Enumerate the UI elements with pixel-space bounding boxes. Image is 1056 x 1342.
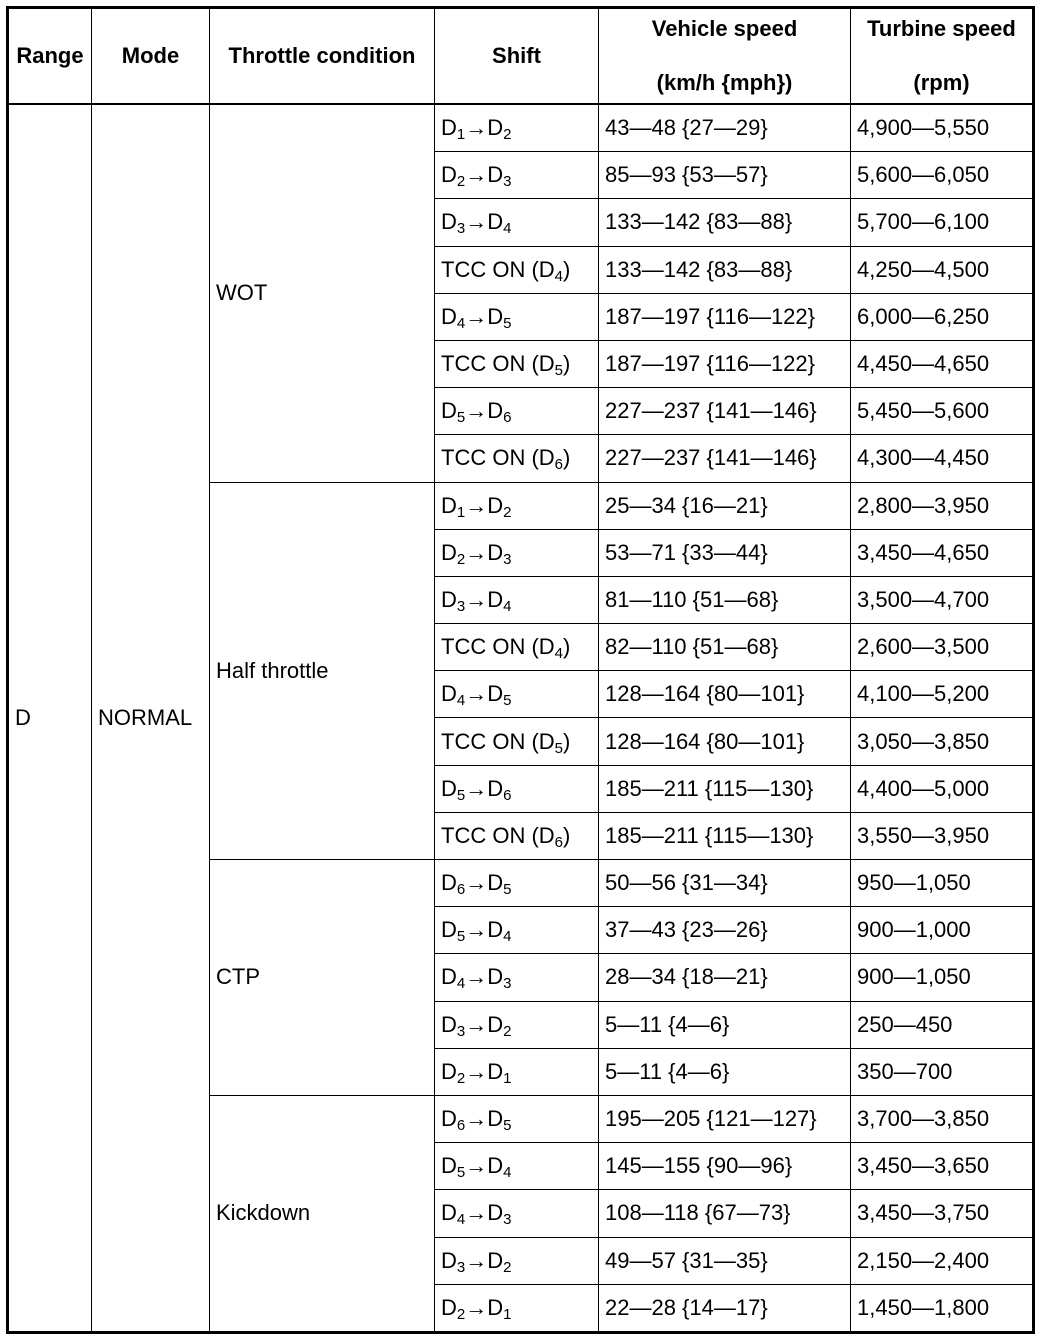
- shift-cell: TCC ON $(D_6)$: [435, 812, 599, 859]
- turbine-speed-cell: 3,700—3,850: [851, 1095, 1034, 1142]
- vehicle-speed-cell: 49—57 {31—35}: [599, 1237, 851, 1284]
- shift-cell: $D_3\to D_4$: [435, 199, 599, 246]
- shift-cell: $D_2\to D_1$: [435, 1048, 599, 1095]
- vehicle-speed-cell: 133—142 {83—88}: [599, 246, 851, 293]
- vehicle-speed-cell: 5—11 {4—6}: [599, 1001, 851, 1048]
- shift-cell: $D_1\to D_2$: [435, 104, 599, 152]
- shift-cell: $D_1\to D_2$: [435, 482, 599, 529]
- throttle-condition-cell: WOT: [210, 104, 435, 482]
- shift-cell: $D_6\to D_5$: [435, 860, 599, 907]
- turbine-speed-cell: 4,100—5,200: [851, 671, 1034, 718]
- header-shift: Shift: [435, 8, 599, 105]
- shift-cell: $D_2\to D_3$: [435, 529, 599, 576]
- turbine-speed-cell: 900—1,050: [851, 954, 1034, 1001]
- turbine-speed-cell: 3,500—4,700: [851, 576, 1034, 623]
- turbine-speed-cell: 350—700: [851, 1048, 1034, 1095]
- shift-cell: $D_4\to D_3$: [435, 1190, 599, 1237]
- vehicle-speed-cell: 108—118 {67—73}: [599, 1190, 851, 1237]
- vehicle-speed-cell: 43—48 {27—29}: [599, 104, 851, 152]
- throttle-condition-cell: CTP: [210, 860, 435, 1096]
- shift-cell: $D_4\to D_5$: [435, 293, 599, 340]
- vehicle-speed-cell: 187—197 {116—122}: [599, 293, 851, 340]
- turbine-speed-cell: 1,450—1,800: [851, 1284, 1034, 1332]
- throttle-condition-cell: Kickdown: [210, 1095, 435, 1332]
- turbine-speed-cell: 950—1,050: [851, 860, 1034, 907]
- shift-cell: $D_5\to D_6$: [435, 388, 599, 435]
- vehicle-speed-cell: 22—28 {14—17}: [599, 1284, 851, 1332]
- header-vehicle-speed-unit: (km/h {mph}): [656, 70, 793, 95]
- shift-cell: TCC ON $(D_4)$: [435, 624, 599, 671]
- turbine-speed-cell: 4,300—4,450: [851, 435, 1034, 482]
- vehicle-speed-cell: 128—164 {80—101}: [599, 718, 851, 765]
- turbine-speed-cell: 3,050—3,850: [851, 718, 1034, 765]
- table-body: [8, 104, 1034, 1333]
- vehicle-speed-cell: 128—164 {80—101}: [599, 671, 851, 718]
- vehicle-speed-cell: 85—93 {53—57}: [599, 152, 851, 199]
- turbine-speed-cell: 4,450—4,650: [851, 340, 1034, 387]
- shift-cell: $D_6\to D_5$: [435, 1095, 599, 1142]
- shift-cell: TCC ON $(D_5)$: [435, 340, 599, 387]
- mode-cell: NORMAL: [92, 104, 210, 1333]
- turbine-speed-cell: 4,400—5,000: [851, 765, 1034, 812]
- turbine-speed-cell: 2,150—2,400: [851, 1237, 1034, 1284]
- vehicle-speed-cell: 50—56 {31—34}: [599, 860, 851, 907]
- header-turbine-speed-unit: (rpm): [913, 70, 970, 95]
- shift-cell: TCC ON $(D_4)$: [435, 246, 599, 293]
- shift-cell: $D_3\to D_2$: [435, 1237, 599, 1284]
- header-range: Range: [8, 8, 92, 105]
- turbine-speed-cell: 6,000—6,250: [851, 293, 1034, 340]
- vehicle-speed-cell: 81—110 {51—68}: [599, 576, 851, 623]
- vehicle-speed-cell: 185—211 {115—130}: [599, 812, 851, 859]
- header-throttle-condition: Throttle condition: [210, 8, 435, 105]
- vehicle-speed-cell: 145—155 {90—96}: [599, 1143, 851, 1190]
- shift-cell: $D_2\to D_3$: [435, 152, 599, 199]
- vehicle-speed-cell: 28—34 {18—21}: [599, 954, 851, 1001]
- vehicle-speed-cell: 133—142 {83—88}: [599, 199, 851, 246]
- shift-cell: TCC ON $(D_5)$: [435, 718, 599, 765]
- shift-cell: $D_5\to D_4$: [435, 1143, 599, 1190]
- turbine-speed-cell: 3,450—4,650: [851, 529, 1034, 576]
- header-vehicle-speed-label: Vehicle speed: [651, 16, 798, 41]
- throttle-condition-cell: Half throttle: [210, 482, 435, 860]
- turbine-speed-cell: 5,700—6,100: [851, 199, 1034, 246]
- shift-speed-table: [6, 6, 1035, 1334]
- turbine-speed-cell: 2,800—3,950: [851, 482, 1034, 529]
- turbine-speed-cell: 5,600—6,050: [851, 152, 1034, 199]
- turbine-speed-cell: 900—1,000: [851, 907, 1034, 954]
- shift-cell: $D_3\to D_2$: [435, 1001, 599, 1048]
- shift-cell: $D_5\to D_4$: [435, 907, 599, 954]
- vehicle-speed-cell: 227—237 {141—146}: [599, 435, 851, 482]
- vehicle-speed-cell: 25—34 {16—21}: [599, 482, 851, 529]
- turbine-speed-cell: 250—450: [851, 1001, 1034, 1048]
- vehicle-speed-cell: 185—211 {115—130}: [599, 765, 851, 812]
- turbine-speed-cell: 4,900—5,550: [851, 104, 1034, 152]
- turbine-speed-cell: 4,250—4,500: [851, 246, 1034, 293]
- vehicle-speed-cell: 195—205 {121—127}: [599, 1095, 851, 1142]
- table-row: [8, 104, 1034, 152]
- vehicle-speed-cell: 53—71 {33—44}: [599, 529, 851, 576]
- shift-cell: TCC ON $(D_6)$: [435, 435, 599, 482]
- header-row: [8, 8, 1034, 105]
- turbine-speed-cell: 3,450—3,750: [851, 1190, 1034, 1237]
- turbine-speed-cell: 5,450—5,600: [851, 388, 1034, 435]
- shift-cell: $D_4\to D_3$: [435, 954, 599, 1001]
- shift-cell: $D_3\to D_4$: [435, 576, 599, 623]
- range-cell: D: [8, 104, 92, 1333]
- shift-cell: $D_2\to D_1$: [435, 1284, 599, 1332]
- turbine-speed-cell: 2,600—3,500: [851, 624, 1034, 671]
- vehicle-speed-cell: 187—197 {116—122}: [599, 340, 851, 387]
- vehicle-speed-cell: 82—110 {51—68}: [599, 624, 851, 671]
- shift-cell: $D_5\to D_6$: [435, 765, 599, 812]
- turbine-speed-cell: 3,450—3,650: [851, 1143, 1034, 1190]
- header-turbine-speed: [851, 8, 1034, 105]
- vehicle-speed-cell: 227—237 {141—146}: [599, 388, 851, 435]
- vehicle-speed-cell: 37—43 {23—26}: [599, 907, 851, 954]
- header-mode: Mode: [92, 8, 210, 105]
- header-vehicle-speed: [599, 8, 851, 105]
- header-turbine-speed-label: Turbine speed: [867, 16, 1016, 41]
- shift-cell: $D_4\to D_5$: [435, 671, 599, 718]
- turbine-speed-cell: 3,550—3,950: [851, 812, 1034, 859]
- vehicle-speed-cell: 5—11 {4—6}: [599, 1048, 851, 1095]
